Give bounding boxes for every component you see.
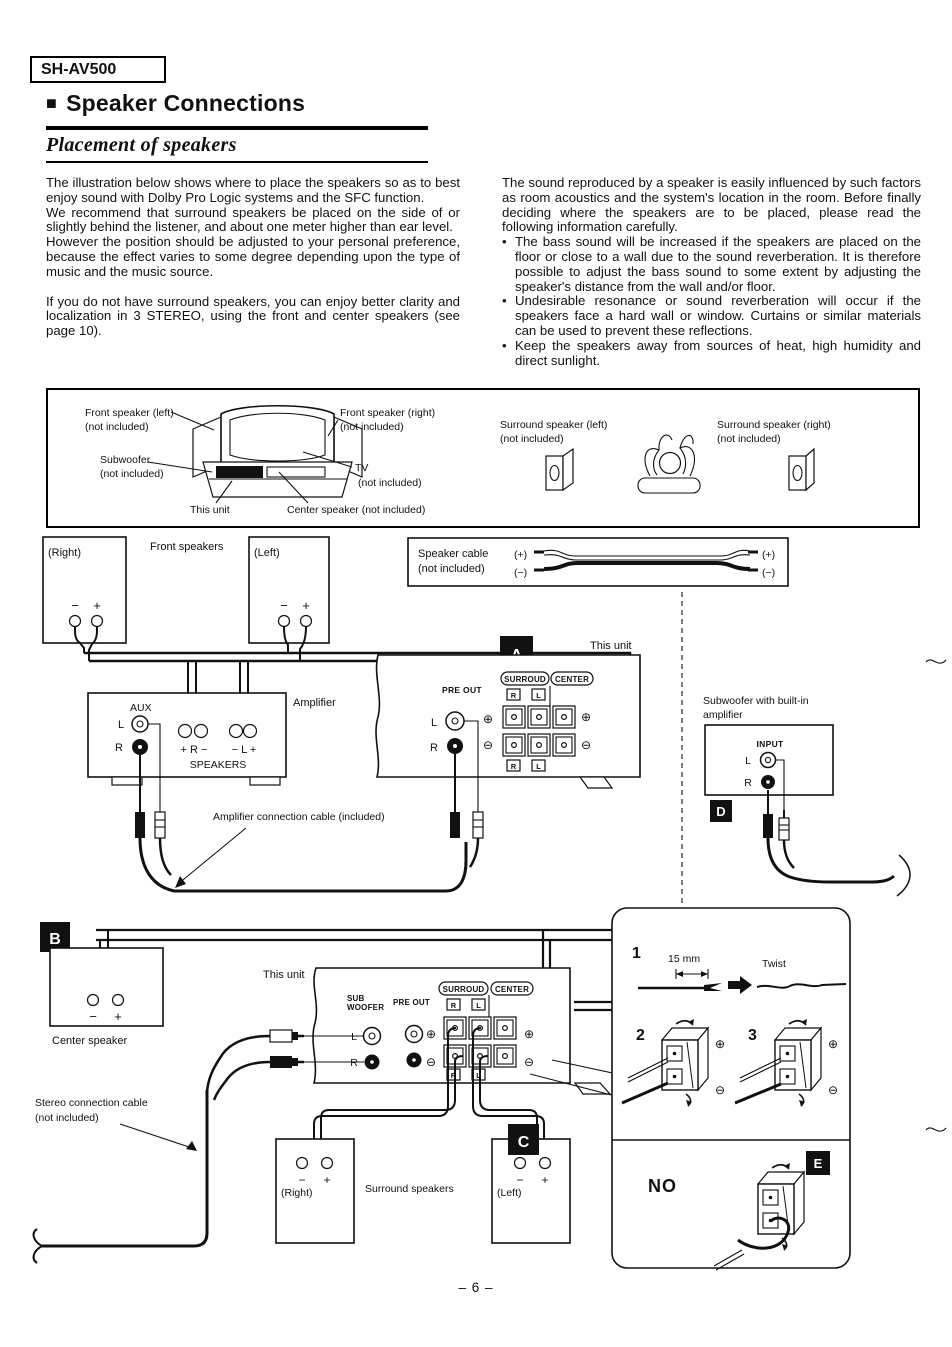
plus-label: (+) (762, 549, 776, 561)
label-plus-r-minus: + R − (180, 744, 208, 756)
label-center-speaker: Center speaker (52, 1035, 128, 1047)
center-speaker-box (50, 948, 163, 1026)
paragraph: Undesirable resonance or sound reverberation will occur if the speakers face a hard wall or window. Curtains or similar materials can be used to prevent these reflections. (515, 293, 921, 338)
label-amplifier: Amplifier (293, 697, 336, 709)
paragraph: We recommend that surround speakers be placed on the side of or slightly behind the listener, and about one meter higher than ear level. (46, 204, 460, 235)
minus-terminal-label: − (298, 1173, 306, 1187)
label-minus-l-plus: − L + (231, 744, 257, 756)
placement-illustration (48, 390, 918, 526)
paragraph: Keep the speakers away from sources of heat, high humidity and direct sunlight. (515, 337, 921, 368)
plus-circle-symbol: ⊕ (425, 1027, 437, 1041)
label-left: (Left) (497, 1187, 522, 1199)
label-left: (Left) (254, 547, 280, 559)
label-r: R (510, 691, 517, 700)
label-subwoofer: Subwoofer (100, 454, 151, 466)
label-l: L (536, 691, 541, 700)
badge-b: B (49, 931, 61, 948)
paragraph: The bass sound will be increased if the speakers are placed on the floor or close to a wall due to the sound reverberation. It is therefore possible to adjust the bass sound to some extent by adjusting the speaker's distance from the wall and/or floor. (515, 234, 921, 294)
label-surround-speakers: Surround speakers (365, 1183, 454, 1195)
speaker-cable-box (408, 538, 788, 586)
label-tv: TV (355, 462, 369, 474)
plus-circle-symbol: ⊕ (827, 1037, 839, 1051)
wire-instruction-box (612, 908, 850, 1270)
plus-circle-symbol: ⊕ (482, 712, 494, 726)
label-woofer: WOOFER (347, 1003, 385, 1012)
placement-diagram-box (46, 388, 920, 528)
minus-label: (−) (762, 567, 776, 579)
label-l: L (536, 762, 541, 771)
route-c-badge (508, 1124, 539, 1155)
plus-terminal-label: + (302, 598, 310, 613)
this-unit-panel-2 (313, 968, 610, 1094)
label-not-included: (not included) (340, 421, 404, 433)
label-l: L (745, 755, 751, 767)
label-surround: SURROUD (442, 985, 485, 994)
label-not-included: (not included) (500, 433, 564, 445)
label-right: (Right) (48, 547, 82, 559)
front-speaker-right-box (43, 537, 126, 643)
label-no: NO (648, 1176, 677, 1196)
surround-speaker-left-icon (546, 449, 573, 490)
intro-column-right (502, 176, 921, 368)
minus-circle-symbol: ⊖ (482, 738, 494, 752)
label-speaker-cable: Speaker cable (418, 548, 489, 560)
badge-e: E (813, 1156, 823, 1171)
label-r: R (450, 1001, 457, 1010)
label-not-included: (not included) (100, 468, 164, 480)
label-surround: SURROUD (504, 675, 546, 684)
plus-terminal-label: + (93, 598, 101, 613)
margin-mark (926, 660, 946, 663)
bullet-item (502, 294, 921, 338)
label-r: R (350, 1057, 358, 1069)
model-number: SH-AV500 (41, 61, 117, 78)
label-surround-speaker-right: Surround speaker (right) (717, 419, 831, 431)
model-badge (30, 56, 166, 83)
surround-speaker-right-icon (789, 449, 814, 490)
bullet-icon: • (502, 234, 507, 250)
label-pre-out: PRE OUT (393, 998, 430, 1007)
minus-terminal-label: − (89, 1009, 97, 1024)
paragraph: However the position should be adjusted to your personal preference, because the effect varies to some degree depending upon the type of music and the music source. (46, 234, 460, 279)
label-aux: AUX (130, 702, 152, 714)
label-subwoofer-2: amplifier (703, 709, 743, 721)
label-r: R (744, 777, 752, 789)
label-not-included: (not included) (717, 433, 781, 445)
minus-terminal-label: − (71, 598, 79, 613)
bullet-icon: • (502, 293, 507, 309)
minus-terminal-label: − (280, 598, 288, 613)
label-not-included: (not included) (35, 1112, 99, 1124)
label-l: L (476, 1001, 481, 1010)
plus-label: (+) (514, 549, 528, 561)
plus-circle-symbol: ⊕ (714, 1037, 726, 1051)
label-amplifier-cable: Amplifier connection cable (included) (213, 811, 385, 823)
label-center: CENTER (554, 675, 590, 684)
page-number: – 6 – (458, 1280, 494, 1295)
label-center: CENTER (494, 985, 530, 994)
minus-circle-symbol: ⊖ (425, 1055, 437, 1069)
bullet-item (502, 339, 921, 369)
section-heading: Placement of speakers (46, 134, 237, 156)
label-this-unit: This unit (263, 969, 305, 981)
plus-terminal-label: + (541, 1173, 549, 1187)
label-this-unit: This unit (590, 640, 632, 652)
surround-speaker-right-box (276, 1139, 354, 1243)
step-2: 2 (636, 1027, 645, 1044)
plus-circle-symbol: ⊕ (580, 710, 592, 724)
minus-label: (−) (514, 567, 528, 579)
badge-d: D (716, 804, 726, 819)
amplifier-box (88, 693, 286, 785)
label-l: L (430, 717, 438, 729)
label-front-speaker-left: Front speaker (left) (85, 407, 174, 419)
intro-column-left (46, 176, 460, 339)
label-15mm: 15 mm (668, 953, 701, 965)
minus-circle-symbol: ⊖ (580, 738, 592, 752)
label-l: L (117, 719, 125, 731)
bullet-item (502, 235, 921, 294)
subwoofer-box (705, 725, 833, 795)
label-twist: Twist (762, 958, 786, 970)
label-input: INPUT (756, 739, 784, 749)
plus-circle-symbol: ⊕ (523, 1027, 535, 1041)
paragraph: The illustration below shows where to place the speakers so as to best enjoy sound with Dolby Pro Logic systems and the SFC function. (46, 175, 460, 205)
minus-circle-symbol: ⊖ (523, 1055, 535, 1069)
label-not-included: (not included) (418, 563, 485, 575)
label-this-unit: This unit (190, 504, 230, 516)
minus-circle-symbol: ⊖ (714, 1083, 726, 1097)
listener-illustration (638, 435, 700, 493)
paragraph: The sound reproduced by a speaker is easily influenced by such factors as room acoustics and the system's location in the room. Before finally deciding where the speakers are to be placed, please read the following information carefully. (502, 175, 921, 235)
label-subwoofer-1: Subwoofer with built-in (703, 695, 809, 707)
label-center-speaker: Center speaker (not included) (287, 504, 426, 516)
paragraph: If you do not have surround speakers, you can enjoy better clarity and localization in 3 STEREO, using the front and center speakers (see page 10). (46, 293, 460, 339)
label-front-speakers: Front speakers (150, 541, 224, 553)
step-1: 1 (632, 945, 641, 962)
route-d-badge (710, 800, 732, 822)
bullet-icon: • (502, 337, 507, 353)
margin-mark (926, 1128, 946, 1131)
label-pre-out: PRE OUT (442, 685, 482, 695)
label-sub: SUB (347, 994, 365, 1003)
minus-circle-symbol: ⊖ (827, 1083, 839, 1097)
route-e-badge (806, 1151, 830, 1175)
badge-c: C (517, 1134, 530, 1151)
label-right: (Right) (281, 1187, 313, 1199)
label-r: R (510, 762, 517, 771)
label-l: L (351, 1031, 357, 1043)
label-r: R (450, 1071, 457, 1080)
label-surround-speaker-left: Surround speaker (left) (500, 419, 608, 431)
label-l: L (476, 1071, 481, 1080)
front-speaker-left-box (249, 537, 329, 643)
label-not-included: (not included) (85, 421, 149, 433)
title-rule (46, 126, 428, 130)
plus-terminal-label: + (323, 1173, 331, 1187)
this-unit-panel-1 (376, 655, 640, 788)
label-stereo-cable: Stereo connection cable (35, 1097, 148, 1109)
page-title (46, 90, 305, 117)
page-title-text: Speaker Connections (66, 90, 306, 116)
plus-terminal-label: + (114, 1009, 122, 1024)
label-front-speaker-right: Front speaker (right) (340, 407, 436, 419)
label-speakers: SPEAKERS (189, 759, 247, 771)
step-3: 3 (748, 1027, 757, 1044)
label-r: R (115, 742, 123, 754)
tv-stack-illustration (148, 406, 362, 503)
wiring-diagram (0, 528, 952, 1300)
section-rule (46, 161, 428, 163)
label-r: R (430, 742, 438, 754)
label-not-included: (not included) (358, 477, 422, 489)
minus-terminal-label: − (516, 1173, 524, 1187)
section-square-icon: ■ (46, 93, 58, 113)
